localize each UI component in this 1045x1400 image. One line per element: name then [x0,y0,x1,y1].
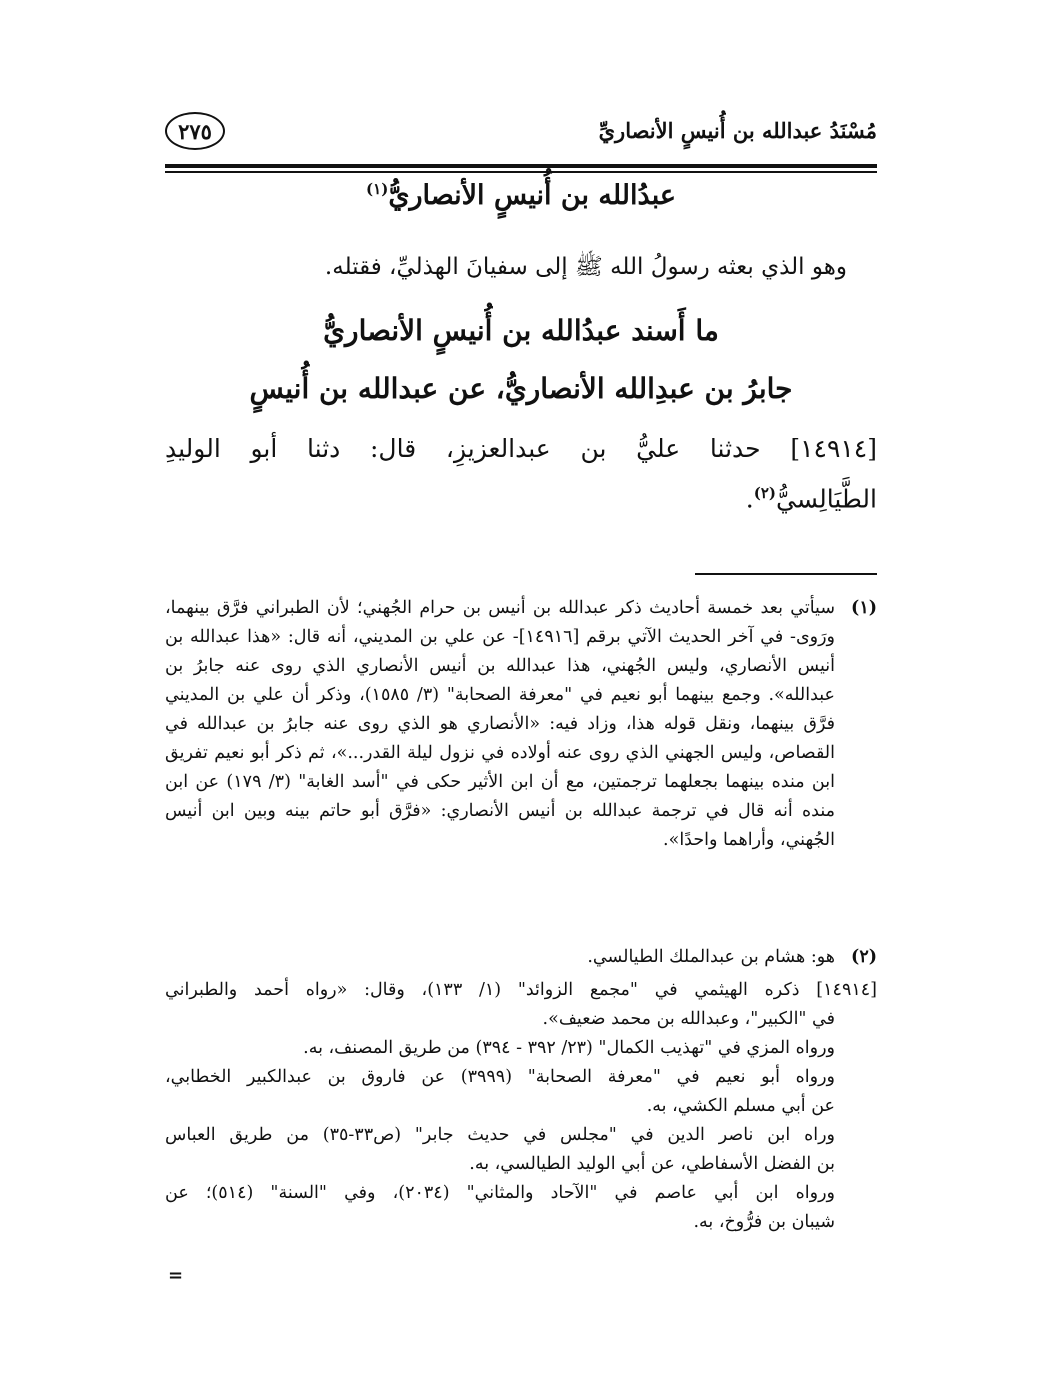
takhrij-line: ورواه أبو نعيم في "معرفة الصحابة" (٣٩٩٩) عن فاروق بن عبدالكبير الخطابي، [165,1067,836,1087]
page-header [165,112,877,160]
chapter-title [165,180,877,211]
intro-line: وهو الذي بعثه رسولُ الله ﷺ إلى سفيانَ الهذليِّ، فقتله. [324,254,847,280]
page-number-badge: ٢٧٥ [165,112,225,150]
continuation-mark: = [168,1265,184,1286]
takhrij-line: ورواه ابن أبي عاصم في "الآحاد والمثاني" (٢٠٣٤)، وفي "السنة" (٥١٤)؛ عن [165,1183,835,1203]
takhrij-line: [١٤٩١٤] ذكره الهيثمي في "مجمع الزوائد" (١/ ١٣٣)، وقال: «رواه أحمد والطبراني [165,980,877,1000]
hadith-end: . [745,484,754,514]
header-rule-thin [165,171,877,173]
chapter-title-text: عبدُالله بن أُنيسٍ الأنصاريُّ [388,180,676,211]
footnote-text: هو: هشام بن عبدالملك الطيالسي. [587,947,835,967]
takhrij-line: في "الكبير"، وعبدالله بن محمد ضعيف». [542,1009,835,1029]
hadith-line-2 [165,484,877,513]
footnote-text: سيأتي بعد خمسة أحاديث ذكر عبدالله بن أنيس بن حرام الجُهني؛ لأن الطبراني فرَّق بينهما، ورَوى- في آخر الحديث الآتي برقم [١٤٩١٦]- عن علي بن المديني، أنه قال: «هذا عبدالله بن أنيس الأنصاري، وليس الجُهني، هذا عبدالله بن أنيس الأنصاري الذي روى عنه جابرُ بن عبدالله». وجمع بينهما أبو نعيم في "معرفة الصحابة" (٣/ ١٥٨٥)، وذكر أن علي بن المديني فرَّق بينهما، ونقل قوله هذا، وزاد فيه: «الأنصاري هو الذي روى عنه جابرُ بن عبدالله في القصاص، وليس الجهني الذي روى عنه أولاده في نزول ليلة القدر...»، ثم ذكر أبو نعيم تفريق ابن منده بينهما بجعلهما ترجمتين، مع أن ابن الأثير حكى في "أسد الغابة" (٣/ ١٧٩) عن ابن منده أنه قال في ترجمة عبدالله بن أنيس الأنصاري: «فرَّق أبو حاتم بينه وبين ابن أنيس الجُهني، وأراهما واحدًا». [165,598,836,850]
section-heading: ما أَسند عبدُالله بن أُنيسٍ الأنصاريُّ [323,314,719,347]
takhrij-line: شيبان بن فرُّوخ، به. [693,1212,835,1232]
takhrij-line: بن الفضل الأسفاطي، عن أبي الوليد الطيالسي، به. [469,1154,835,1174]
running-head: مُسْنَدُ عبدالله بن أُنيسٍ الأنصاريِّ [598,118,877,143]
footnote-ref-2: (٢) [753,484,776,502]
footnote-number: (٢) [851,947,877,967]
header-rule-thick [165,164,877,168]
footnote-separator [695,573,877,575]
footnote-number: (١) [851,598,877,618]
footnote-1 [165,594,877,855]
takhrij-section [165,976,877,1237]
takhrij-line: ورواه المزي في "تهذيب الكمال" (٢٣/ ٣٩٢ - ٣٩٤) من طريق المصنف، به. [303,1038,835,1058]
takhrij-line: وراه ابن ناصر الدين في "مجلس في حديث جابر" (ص٣٣-٣٥) من طريق العباس [165,1125,835,1145]
chain-heading: جابرُ بن عبدِالله الأنصاريُّ، عن عبدالله بن أُنيسٍ [249,372,793,405]
footnote-2 [165,943,877,972]
hadith-narrator: الطَّيَالِسيُّ [776,484,877,514]
takhrij-line: عن أبي مسلم الكشي، به. [646,1096,835,1116]
footnote-ref-1: (١) [366,180,389,198]
hadith-line-1: [١٤٩١٤] حدثنا عليُّ بن عبدالعزيزِ، قال: دثنا أبو الوليدِ [165,434,877,463]
